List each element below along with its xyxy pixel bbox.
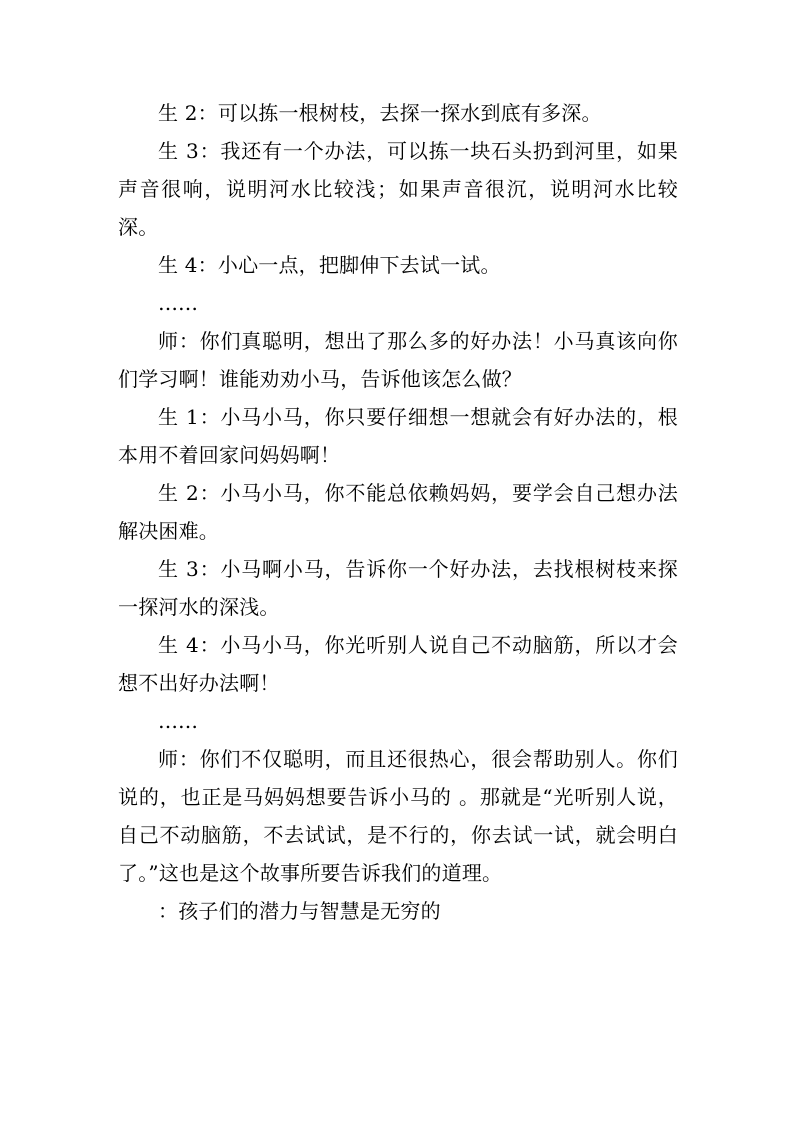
document-body [118,94,678,930]
ellipsis-1: …… [158,291,198,315]
paragraph-student-4-foot: 生 4：小心一点，把脚伸下去试一试。 [158,253,501,277]
paragraph-student-3-advice: 生 3：小马啊小马，告诉你一个好办法，去找根树枝来探一探河水的深浅。 [118,557,678,619]
paragraph-student-2-branch: 生 2：可以拣一根树枝，去探一探水到底有多深。 [158,101,602,125]
paragraph-student-2-advice: 生 2：小马小马，你不能总依赖妈妈，要学会自己想办法解决困难。 [118,481,678,543]
paragraph-teacher-conclusion: 师：你们不仅聪明，而且还很热心，很会帮助别人。你们说的，也正是马妈妈想要告诉小马的 。那就是“光听别人说，自己不动脑筋，不去试试，是不行的，你去试一试，就会明白了。”这也是这个故事所要告诉我们的道理。 [118,747,678,885]
ellipsis-2: …… [158,709,198,733]
paragraph-student-3-stone: 生 3：我还有一个办法，可以拣一块石头扔到河里，如果声音很响，说明河水比较浅；如果声音很沉，说明河水比较深。 [118,139,678,239]
paragraph-student-4-advice: 生 4：小马小马，你光听别人说自己不动脑筋，所以才会想不出好办法啊！ [118,633,678,695]
paragraph-teacher-praise: 师：你们真聪明，想出了那么多的好办法！小马真该向你们学习啊！谁能劝劝小马，告诉他该怎么做？ [118,329,678,391]
paragraph-reflection: ：孩子们的潜力与智慧是无穷的 [158,899,441,923]
paragraph-student-1-advice: 生 1：小马小马，你只要仔细想一想就会有好办法的，根本用不着回家问妈妈啊！ [118,405,678,467]
